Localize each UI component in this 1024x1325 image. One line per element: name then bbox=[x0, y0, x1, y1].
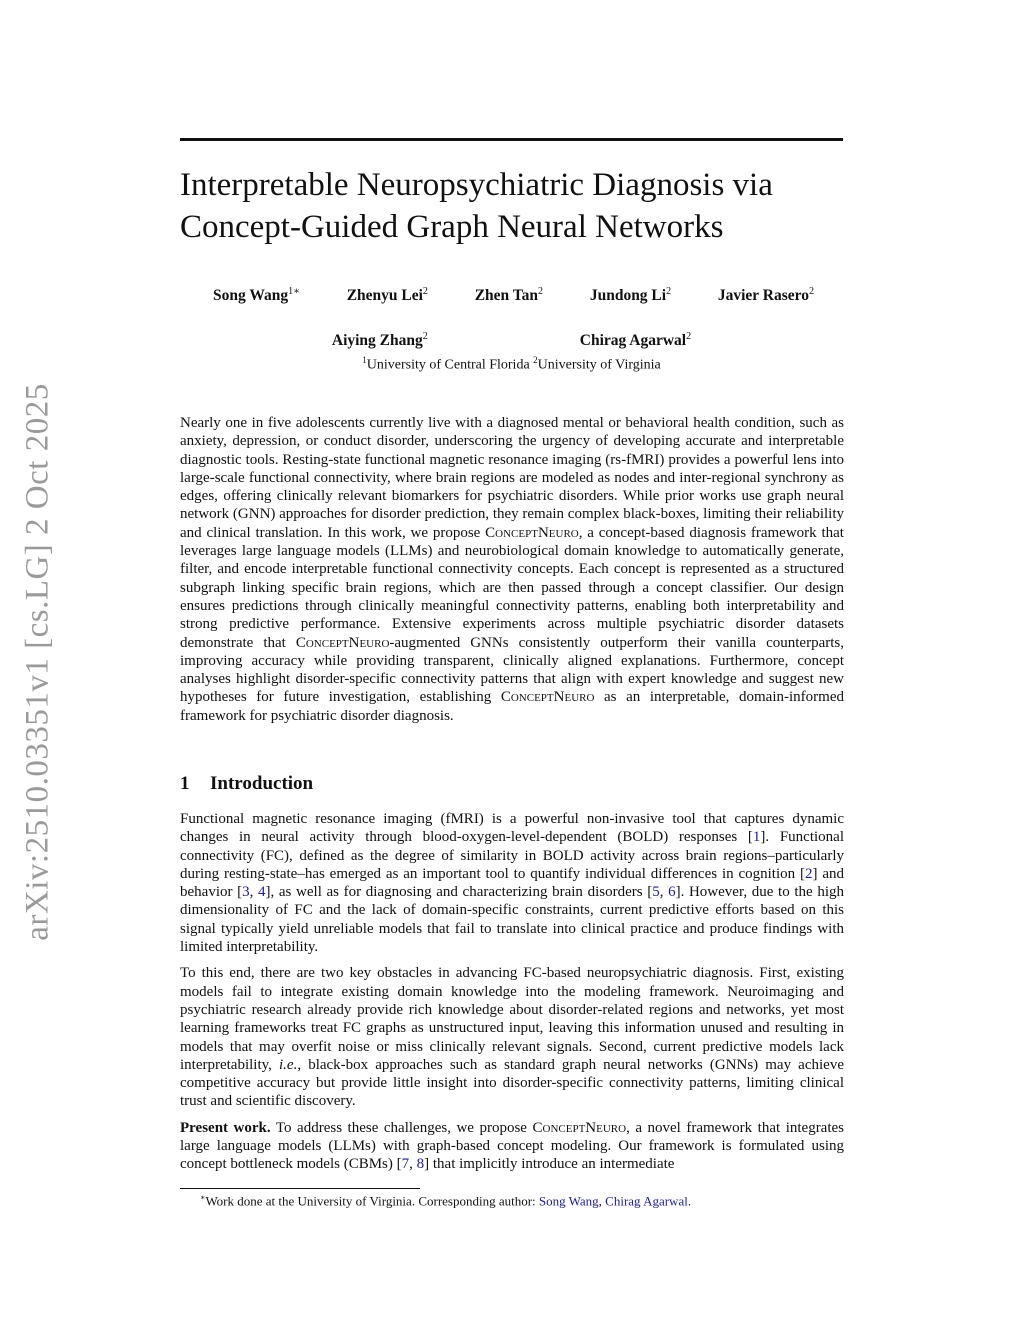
affiliation-uva: University of Virginia bbox=[537, 357, 661, 373]
citation-link[interactable]: 7 bbox=[401, 1156, 410, 1173]
citation-link[interactable]: 4 bbox=[258, 884, 266, 901]
paragraph: Functional magnetic resonance imaging (fMRI) is a powerful non-invasive tool that captures dynamic changes in neural activity through blood-oxygen-level-dependent (BOLD) responses [1]. Functional connectivity (FC), defined as the degree of similarity in BOLD activity across brain regions–particularly during resting-state–has emerged as an important tool to quantify individual differences in cognition [2] and behavior [3, 4], as well as for diagnosing and characterizing brain disorders [5, 6]. However, due to the high dimensionality of FC and the lack of domain-specific constraints, current predictive efforts based on this signal typically yield unreliable models that fail to translate into clinical practice and produce findings with limited interpretability. bbox=[180, 811, 844, 956]
citation-link[interactable]: 1 bbox=[752, 829, 761, 846]
author-aiying-zhang: Aiying Zhang$^2$ bbox=[331, 331, 428, 350]
citation-link[interactable]: 8 bbox=[416, 1156, 425, 1173]
footnote: ∗Work done at the University of Virginia. Corresponding author: Song Wang, Chirag Agarwal. bbox=[200, 1193, 692, 1209]
author-zhenyu-lei: Zhenyu Lei$^2$ bbox=[346, 286, 428, 305]
framework-name: ConceptNeuro bbox=[532, 1119, 627, 1136]
citation-link[interactable]: 3 bbox=[242, 884, 250, 901]
author-block bbox=[180, 286, 843, 374]
arxiv-stamp bbox=[8, 380, 68, 945]
section-heading-introduction: 1 Introduction bbox=[180, 773, 314, 794]
author-row-1 bbox=[180, 286, 843, 305]
citation-link[interactable]: 5 bbox=[652, 884, 660, 901]
link-song-wang[interactable]: Song Wang bbox=[538, 1193, 599, 1209]
title-line-1: Interpretable Neuropsychiatric Diagnosis via bbox=[180, 167, 773, 203]
author-zhen-tan: Zhen Tan$^2$ bbox=[474, 286, 544, 305]
affiliation-ucf: University of Central Florida bbox=[366, 357, 530, 373]
framework-name: ConceptNeuro bbox=[295, 634, 390, 651]
framework-name: ConceptNeuro bbox=[485, 524, 579, 541]
introduction-body bbox=[180, 810, 844, 1182]
framework-name: ConceptNeuro bbox=[500, 689, 595, 706]
title-top-rule bbox=[180, 138, 843, 141]
author-row-2 bbox=[180, 331, 843, 350]
footnote-rule bbox=[180, 1188, 420, 1189]
arxiv-stamp-text: arXiv:2510.03351v1 [cs.LG] 2 Oct 2025 bbox=[19, 383, 56, 941]
author-chirag-agarwal: Chirag Agarwal$^2$ bbox=[579, 331, 692, 350]
author-jundong-li: Jundong Li$^2$ bbox=[589, 286, 672, 305]
title-line-2: Concept-Guided Graph Neural Networks bbox=[180, 209, 724, 245]
run-in-heading: Present work. bbox=[180, 1119, 271, 1136]
citation-link[interactable]: 2 bbox=[804, 865, 813, 882]
author-song-wang: Song Wang$^{1∗}$ bbox=[213, 286, 300, 305]
abstract: Nearly one in five adolescents currently live with a diagnosed mental or behavioral health condition, such as anxiety, depression, or conduct disorder, underscoring the urgency of developing accurate and interpretable diagnostic tools. Resting-state functional magnetic resonance imaging (rs-fMRI) provides a powerful lens into large-scale functional connectivity, where brain regions are modeled as nodes and inter-regional synchrony as edges, offering clinically relevant biomarkers for psychiatric disorders. While prior works use graph neural network (GNN) approaches for disorder prediction, they remain complex black-boxes, limiting their reliability and clinical translation. In this work, we propose ConceptNeuro, a concept-based diagnosis framework that leverages large language models (LLMs) and neurobiological domain knowledge to automatically generate, filter, and encode interpretable functional connectivity concepts. Each concept is represented as a structured subgraph linking specific brain regions, which are then passed through a concept classifier. Our design ensures predictions through clinically meaningful connectivity patterns, enabling both interpretability and strong predictive performance. Extensive experiments across multiple psychiatric disorder datasets demonstrate that ConceptNeuro-augmented GNNs consistently outperform their vanilla counterparts, improving accuracy while providing transparent, clinically aligned explanations. Furthermore, concept analyses highlight disorder-specific connectivity patterns that align with expert knowledge and suggest new hypotheses for future investigation, establishing ConceptNeuro as an interpretable, domain-informed framework for psychiatric disorder diagnosis. bbox=[180, 415, 844, 724]
link-chirag-agarwal[interactable]: Chirag Agarwal bbox=[605, 1193, 688, 1209]
paragraph: Present work. To address these challenges, we propose ConceptNeuro, a novel framework that integrates large language models (LLMs) with graph-based concept modeling. Our framework is formulated using concept bottleneck models (CBMs) [7, 8] that implicitly introduce an intermediate bbox=[180, 1119, 845, 1173]
citation-link[interactable]: 6 bbox=[668, 884, 676, 901]
affiliations: $^1$University of Central Florida $^2$University of Virginia bbox=[362, 355, 661, 373]
paper-title bbox=[180, 164, 843, 248]
author-javier-rasero: Javier Rasero$^2$ bbox=[717, 286, 814, 305]
paragraph: To this end, there are two key obstacles in advancing FC-based neuropsychiatric diagnosis. First, existing models fail to integrate existing domain knowledge into the modeling framework. Neuroimaging and psychiatric research already provide rich knowledge about disorder-related regions and networks, yet most learning frameworks treat FC graphs as unstructured input, leaving this information unused and resulting in models that may overfit noise or miss clinically relevant signals. Second, current predictive models lack interpretability, i.e., black-box approaches such as standard graph neural networks (GNNs) may achieve competitive accuracy but provide little insight into disorder-specific connectivity patterns, limiting clinical trust and scientific discovery. bbox=[180, 965, 844, 1110]
